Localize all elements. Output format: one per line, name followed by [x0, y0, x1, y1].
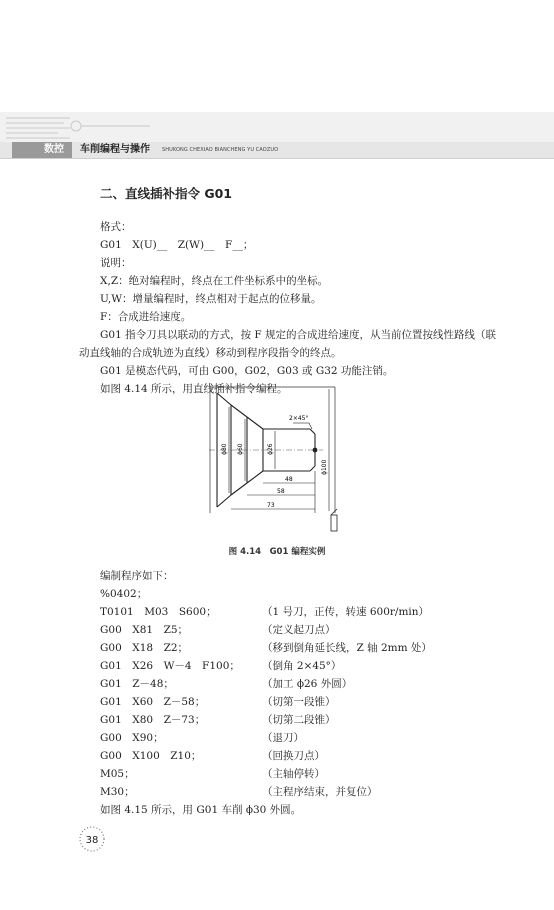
header-title: 车削编程与操作	[80, 144, 150, 155]
header-tag: 数控	[12, 142, 72, 158]
body-line: 说明：	[100, 257, 132, 269]
program-code: G00 X81 Z5；	[100, 624, 189, 636]
header-pinyin: SHUKONG CHEXIAO BIANCHENG YU CAOZUO	[162, 147, 279, 153]
program-comment: （倒角 2×45°）	[262, 660, 342, 672]
section-title: 二、直线插补指令 G01	[100, 186, 233, 201]
program-code: G00 X100 Z10；	[100, 750, 202, 762]
program-comment: （主程序结束，并复位）	[262, 786, 378, 798]
program-code: M30；	[100, 786, 135, 798]
dim-58: 58	[277, 488, 285, 495]
body-line: G01 指令刀具以联动的方式，按 F 规定的合成进给速度，从当前位置按线性路线（联	[100, 329, 497, 341]
body-line: G01 是模态代码，可由 G00，G02，G03 或 G32 功能注销。	[100, 365, 394, 377]
program-comment: （回换刀点）	[262, 750, 325, 762]
body-line: 动直线轴的合成轨迹为直线）移动到程序段指令的终点。	[79, 347, 342, 359]
program-code: G00 X18 Z2；	[100, 642, 189, 654]
dim-d60: ϕ60	[237, 443, 244, 455]
program-code: G01 X80 Z－73；	[100, 714, 206, 726]
program-code: M05；	[100, 768, 135, 780]
page-number: 38	[85, 835, 99, 846]
program-code: T0101 M03 S600；	[100, 606, 217, 618]
figure-drawing	[205, 385, 355, 535]
dim-chamfer: 2×45°	[289, 415, 309, 422]
program-code: G01 X60 Z－58；	[100, 696, 206, 708]
dim-d80: ϕ80	[221, 443, 228, 455]
dim-d100: ϕ100	[321, 459, 328, 475]
program-comment: （切第二段锥）	[262, 714, 336, 726]
body-line: X,Z：绝对编程时，终点在工件坐标系中的坐标。	[100, 275, 329, 287]
program-code: G01 X26 W－4 F100；	[100, 660, 240, 672]
program-name: %0402；	[100, 588, 148, 600]
program-comment: （切第一段锥）	[262, 696, 336, 708]
program-code: G00 X90；	[100, 732, 164, 744]
program-comment: （移到倒角延长线，Z 轴 2mm 处）	[262, 642, 432, 654]
program-comment: （退刀）	[262, 732, 304, 744]
program-comment: （1 号刀，正传，转速 600r/min）	[262, 606, 430, 618]
program-intro: 编制程序如下：	[100, 570, 174, 582]
figure-caption: 图 4.14 G01 编程实例	[228, 547, 326, 557]
body-line: 格式：	[100, 221, 132, 233]
body-line: F：合成进给速度。	[100, 311, 192, 323]
program-comment: （主轴停转）	[262, 768, 325, 780]
header-decoration	[0, 112, 554, 142]
body-line: U,W：增量编程时，终点相对于起点的位移量。	[100, 293, 322, 305]
page-number-badge	[78, 825, 106, 853]
body-line: G01 X(U)__ Z(W)__ F__；	[100, 239, 254, 251]
body-line: 如图 4.14 所示，用直线插补指令编程。	[100, 383, 288, 395]
dim-73: 73	[267, 502, 275, 509]
program-code: G01 Z－48；	[100, 678, 174, 690]
closing-line: 如图 4.15 所示，用 G01 车削 ϕ30 外圆。	[100, 804, 302, 816]
cutting-tool	[331, 509, 337, 531]
dim-48: 48	[285, 476, 293, 483]
header-rule	[0, 158, 554, 159]
program-comment: （加工 ϕ26 外圆）	[262, 678, 353, 690]
program-comment: （定义起刀点）	[262, 624, 336, 636]
dim-d26: ϕ26	[267, 443, 274, 455]
